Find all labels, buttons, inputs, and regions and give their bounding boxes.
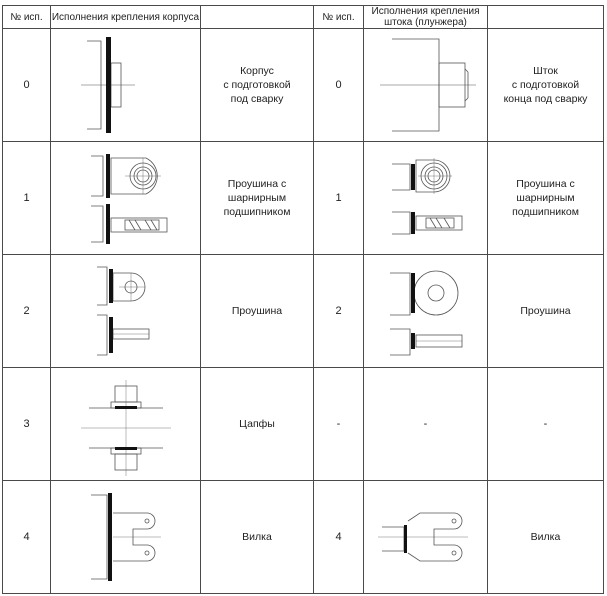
header-body-mount: Исполнения крепления корпуса (51, 6, 201, 29)
header-rod-mount: Исполнения крепления штока (плунжера) (364, 6, 488, 29)
header-num-rod: № исп. (314, 6, 364, 29)
body-option-desc: Цапфы (201, 368, 314, 481)
header-row (3, 6, 604, 29)
rod-option-drawing-empty: - (364, 368, 488, 481)
body-clevis-drawing (51, 481, 201, 594)
rod-option-number: 0 (314, 29, 364, 142)
table-row (3, 368, 604, 481)
rod-option-number: 4 (314, 481, 364, 594)
rod-weld-drawing (364, 29, 488, 142)
body-eye-drawing (51, 255, 201, 368)
rod-option-number: - (314, 368, 364, 481)
body-option-number: 4 (3, 481, 51, 594)
table-row (3, 29, 604, 142)
rod-option-number: 1 (314, 142, 364, 255)
body-option-number: 2 (3, 255, 51, 368)
body-weld-drawing (51, 29, 201, 142)
rod-spherical-eye-drawing (364, 142, 488, 255)
table-row (3, 142, 604, 255)
header-num-body: № исп. (3, 6, 51, 29)
rod-option-desc: Вилка (488, 481, 604, 594)
body-trunnion-drawing (51, 368, 201, 481)
body-option-desc: Корпус с подготовкой под сварку (201, 29, 314, 142)
header-rod-desc (488, 6, 604, 29)
rod-option-desc: Шток с подготовкой конца под сварку (488, 29, 604, 142)
table-row (3, 255, 604, 368)
body-option-number: 0 (3, 29, 51, 142)
body-option-desc: Проушина (201, 255, 314, 368)
body-option-desc: Вилка (201, 481, 314, 594)
body-option-number: 1 (3, 142, 51, 255)
mounting-options-table (2, 5, 604, 594)
body-option-desc: Проушина с шарнирным подшипником (201, 142, 314, 255)
rod-option-number: 2 (314, 255, 364, 368)
rod-option-desc: - (488, 368, 604, 481)
rod-eye-drawing (364, 255, 488, 368)
body-spherical-eye-drawing (51, 142, 201, 255)
body-option-number: 3 (3, 368, 51, 481)
table-row (3, 481, 604, 594)
header-body-desc (201, 6, 314, 29)
rod-option-desc: Проушина (488, 255, 604, 368)
rod-clevis-drawing (364, 481, 488, 594)
rod-option-desc: Проушина с шарнирным подшипником (488, 142, 604, 255)
